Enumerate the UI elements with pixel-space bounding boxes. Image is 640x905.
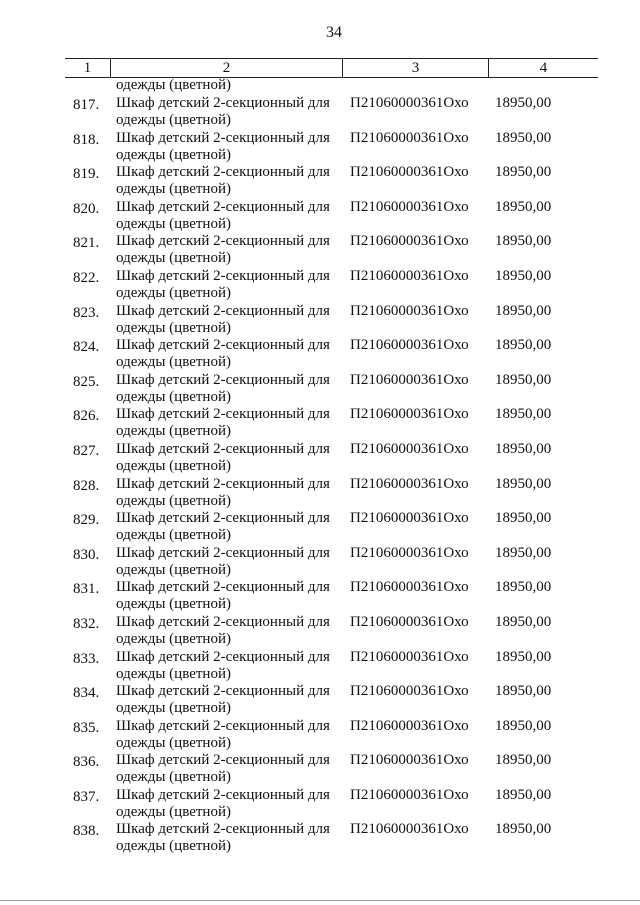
item-name-line1: Шкаф детский 2-секционный для <box>116 440 330 457</box>
item-name-line2: одежды (цветной) <box>116 665 231 682</box>
item-price: 18950,00 <box>495 475 552 492</box>
item-name <box>116 95 346 129</box>
continuation-text: одежды (цветной) <box>116 77 231 93</box>
item-price: 18950,00 <box>495 440 552 457</box>
item-name-line1: Шкаф детский 2-секционный для <box>116 129 330 146</box>
item-name-line2: одежды (цветной) <box>116 561 231 578</box>
item-name-line2: одежды (цветной) <box>116 215 231 232</box>
inventory-code: П21060000361Охо <box>350 129 469 146</box>
item-name-line2: одежды (цветной) <box>116 838 231 855</box>
item-name <box>116 752 346 786</box>
inventory-code: П21060000361Охо <box>350 267 469 284</box>
inventory-code: П21060000361Охо <box>350 337 469 354</box>
item-name-line1: Шкаф детский 2-секционный для <box>116 164 330 181</box>
table-row <box>65 406 605 441</box>
item-price: 18950,00 <box>495 233 552 250</box>
item-name-line1: Шкаф детский 2-секционный для <box>116 683 330 700</box>
row-number: 829. <box>73 512 100 529</box>
row-number: 833. <box>73 650 100 667</box>
row-number: 832. <box>73 615 100 632</box>
item-name-line2: одежды (цветной) <box>116 388 231 405</box>
row-number: 831. <box>73 581 100 598</box>
table-row <box>65 579 605 614</box>
table-row <box>65 199 605 234</box>
item-name-line2: одежды (цветной) <box>116 423 231 440</box>
item-name-line1: Шкаф детский 2-секционный для <box>116 786 330 803</box>
item-name-line1: Шкаф детский 2-секционный для <box>116 475 330 492</box>
table-row <box>65 614 605 649</box>
item-price: 18950,00 <box>495 129 552 146</box>
item-name <box>116 579 346 613</box>
table-row <box>65 649 605 684</box>
item-name-line2: одежды (цветной) <box>116 457 231 474</box>
table-header <box>65 58 598 78</box>
item-name-line1: Шкаф детский 2-секционный для <box>116 267 330 284</box>
item-name-line2: одежды (цветной) <box>116 492 231 509</box>
item-name <box>116 683 346 717</box>
item-price: 18950,00 <box>495 198 552 215</box>
item-name <box>116 233 346 267</box>
row-number: 834. <box>73 685 100 702</box>
item-name <box>116 337 346 371</box>
row-number: 824. <box>73 339 100 356</box>
item-name <box>116 476 346 510</box>
inventory-code: П21060000361Охо <box>350 198 469 215</box>
row-number: 830. <box>73 546 100 563</box>
item-price: 18950,00 <box>495 683 552 700</box>
item-name <box>116 199 346 233</box>
row-number: 821. <box>73 235 100 252</box>
column-header-3: 3 <box>342 59 488 77</box>
inventory-code: П21060000361Охо <box>350 821 469 838</box>
inventory-code: П21060000361Охо <box>350 475 469 492</box>
inventory-code: П21060000361Охо <box>350 648 469 665</box>
row-number: 828. <box>73 477 100 494</box>
item-name-line1: Шкаф детский 2-секционный для <box>116 717 330 734</box>
inventory-code: П21060000361Охо <box>350 406 469 423</box>
inventory-code: П21060000361Охо <box>350 302 469 319</box>
inventory-code: П21060000361Охо <box>350 233 469 250</box>
item-name-line1: Шкаф детский 2-секционный для <box>116 302 330 319</box>
item-name-line1: Шкаф детский 2-секционный для <box>116 544 330 561</box>
row-number: 838. <box>73 823 100 840</box>
item-price: 18950,00 <box>495 579 552 596</box>
inventory-code: П21060000361Охо <box>350 613 469 630</box>
table-row <box>65 130 605 165</box>
page-bottom-rule <box>0 900 640 901</box>
column-header-1: 1 <box>83 60 92 76</box>
item-name <box>116 510 346 544</box>
table-row <box>65 510 605 545</box>
table-row <box>65 268 605 303</box>
inventory-code: П21060000361Охо <box>350 164 469 181</box>
row-number: 835. <box>73 719 100 736</box>
inventory-code: П21060000361Охо <box>350 510 469 527</box>
item-name-line2: одежды (цветной) <box>116 527 231 544</box>
row-number: 817. <box>73 97 100 113</box>
item-name-line2: одежды (цветной) <box>116 181 231 198</box>
item-price: 18950,00 <box>495 406 552 423</box>
item-name <box>116 406 346 440</box>
table-row <box>65 821 605 856</box>
column-header-2: 2 <box>110 59 342 77</box>
item-name-line1: Шкаф детский 2-секционный для <box>116 648 330 665</box>
item-price: 18950,00 <box>495 302 552 319</box>
row-number: 826. <box>73 408 100 425</box>
table-row <box>65 303 605 338</box>
item-name <box>116 718 346 752</box>
item-name-line2: одежды (цветной) <box>116 112 231 128</box>
inventory-code: П21060000361Охо <box>350 683 469 700</box>
item-name-line2: одежды (цветной) <box>116 284 231 301</box>
item-name <box>116 545 346 579</box>
item-name-line2: одежды (цветной) <box>116 146 231 163</box>
item-price: 18950,00 <box>495 544 552 561</box>
table-row <box>65 233 605 268</box>
item-price: 18950,00 <box>495 752 552 769</box>
item-name <box>116 649 346 683</box>
row-number: 827. <box>73 442 100 459</box>
item-name-line2: одежды (цветной) <box>116 803 231 820</box>
item-name-line1: Шкаф детский 2-секционный для <box>116 613 330 630</box>
table-body <box>65 95 605 856</box>
item-price: 18950,00 <box>495 786 552 803</box>
table-row <box>65 752 605 787</box>
item-name-line2: одежды (цветной) <box>116 630 231 647</box>
item-name-line2: одежды (цветной) <box>116 700 231 717</box>
item-name <box>116 268 346 302</box>
item-name-line2: одежды (цветной) <box>116 319 231 336</box>
page-number: 34 <box>326 24 342 41</box>
inventory-code: П21060000361Охо <box>350 786 469 803</box>
table-row <box>65 372 605 407</box>
item-name-line1: Шкаф детский 2-секционный для <box>116 337 330 354</box>
table-row <box>65 164 605 199</box>
inventory-code: П21060000361Охо <box>350 717 469 734</box>
item-name-line2: одежды (цветной) <box>116 250 231 267</box>
item-name-line1: Шкаф детский 2-секционный для <box>116 371 330 388</box>
item-name-line2: одежды (цветной) <box>116 769 231 786</box>
item-price: 18950,00 <box>495 717 552 734</box>
item-name-line1: Шкаф детский 2-секционный для <box>116 198 330 215</box>
table-row <box>65 787 605 822</box>
item-price: 18950,00 <box>495 510 552 527</box>
inventory-code: П21060000361Охо <box>350 371 469 388</box>
table-row <box>65 441 605 476</box>
item-price: 18950,00 <box>495 613 552 630</box>
item-name-line1: Шкаф детский 2-секционный для <box>116 95 330 111</box>
row-number: 818. <box>73 131 100 148</box>
item-name-line1: Шкаф детский 2-секционный для <box>116 579 330 596</box>
item-name-line1: Шкаф детский 2-секционный для <box>116 233 330 250</box>
item-name <box>116 372 346 406</box>
item-name-line1: Шкаф детский 2-секционный для <box>116 510 330 527</box>
row-number: 823. <box>73 304 100 321</box>
inventory-code: П21060000361Охо <box>350 440 469 457</box>
item-price: 18950,00 <box>495 821 552 838</box>
inventory-code: П21060000361Охо <box>350 95 469 111</box>
item-name <box>116 303 346 337</box>
item-price: 18950,00 <box>495 337 552 354</box>
table-row <box>65 95 605 130</box>
row-number: 836. <box>73 754 100 771</box>
row-number: 837. <box>73 788 100 805</box>
item-name-line2: одежды (цветной) <box>116 734 231 751</box>
item-name <box>116 614 346 648</box>
inventory-code: П21060000361Охо <box>350 579 469 596</box>
table-row <box>65 476 605 511</box>
row-number: 820. <box>73 200 100 217</box>
item-name-line1: Шкаф детский 2-секционный для <box>116 821 330 838</box>
item-name <box>116 441 346 475</box>
table-row <box>65 337 605 372</box>
item-price: 18950,00 <box>495 648 552 665</box>
item-price: 18950,00 <box>495 164 552 181</box>
row-number: 825. <box>73 373 100 390</box>
item-name-line1: Шкаф детский 2-секционный для <box>116 406 330 423</box>
table-row <box>65 718 605 753</box>
item-name <box>116 787 346 821</box>
inventory-code: П21060000361Охо <box>350 544 469 561</box>
item-name <box>116 130 346 164</box>
row-number: 819. <box>73 166 100 183</box>
item-price: 18950,00 <box>495 267 552 284</box>
table-row <box>65 683 605 718</box>
item-name-line2: одежды (цветной) <box>116 354 231 371</box>
item-price: 18950,00 <box>495 371 552 388</box>
table-row <box>65 545 605 580</box>
item-price: 18950,00 <box>495 95 552 111</box>
row-number: 822. <box>73 269 100 286</box>
item-name <box>116 164 346 198</box>
item-name <box>116 821 346 855</box>
item-name-line2: одежды (цветной) <box>116 596 231 613</box>
inventory-code: П21060000361Охо <box>350 752 469 769</box>
item-name-line1: Шкаф детский 2-секционный для <box>116 752 330 769</box>
column-header-4: 4 <box>488 59 598 77</box>
